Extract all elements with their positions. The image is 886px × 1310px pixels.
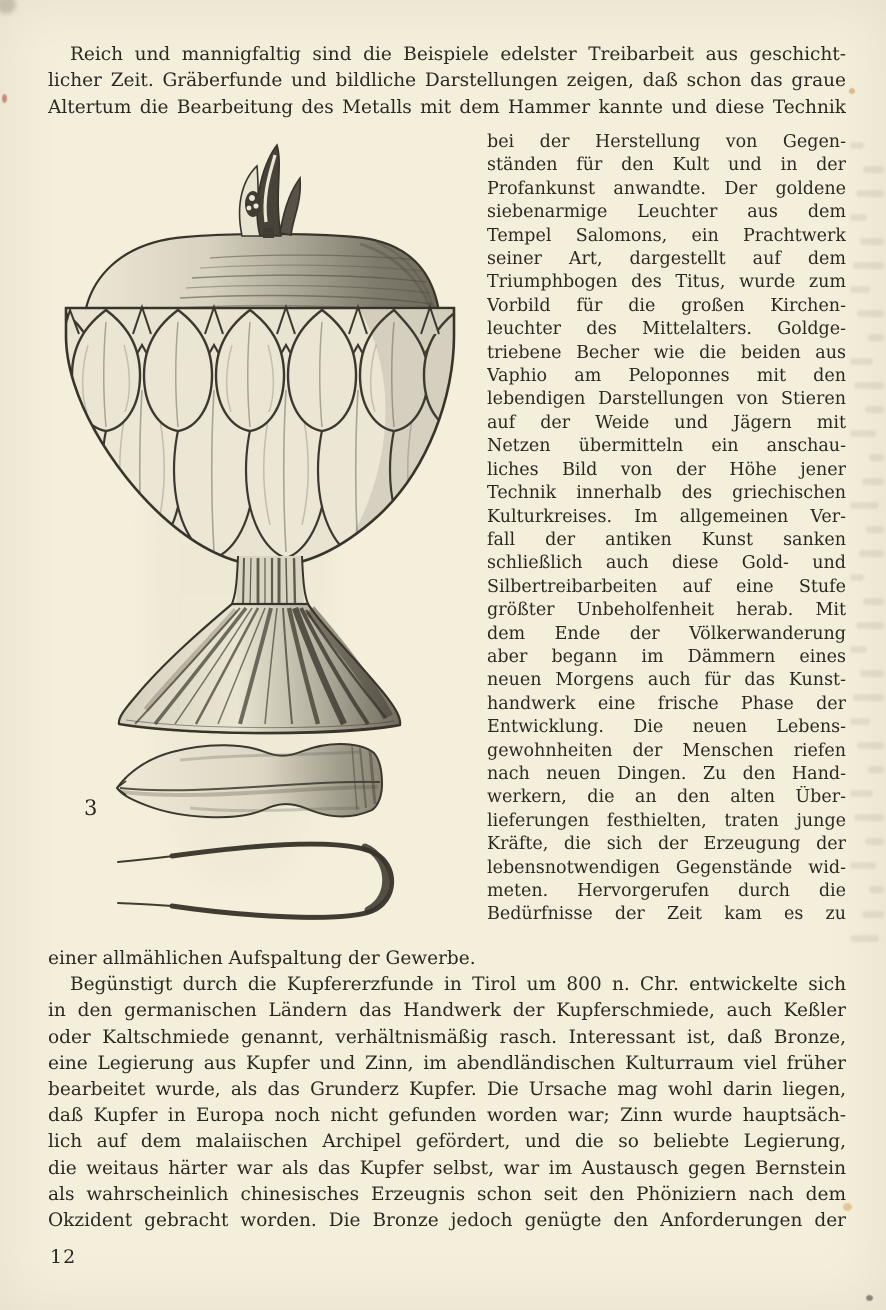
text-line: lebensnotwendigen Gegenstände wid- (487, 857, 846, 878)
showthrough-mark (860, 238, 884, 245)
text-line: Okzident gebracht worden. Die Bronze jedoch genügte den Anforderungen der (48, 1210, 846, 1232)
text-line: seiner Art, dargestellt auf dem (487, 249, 846, 270)
showthrough-mark (863, 598, 884, 605)
showthrough-mark (868, 766, 884, 773)
text-line: Altertum die Bearbeitung des Metalls mit dem Hammer kannte und diese Technik (48, 96, 846, 118)
showthrough-mark (856, 622, 884, 629)
showthrough-mark (850, 430, 876, 437)
text-line: aber begann im Dämmern eines (487, 646, 846, 667)
showthrough-mark (863, 166, 884, 173)
showthrough-mark (850, 935, 879, 942)
text-line: bearbeitet wurde, als das Grunderz Kupfer. Die Ursache mag wohl darin liegen, (48, 1079, 846, 1101)
showthrough-mark (850, 142, 864, 149)
ingot (117, 744, 382, 817)
figure-engraving (60, 140, 480, 940)
text-line: Begünstigt durch die Kupfererzfunde in Tirol um 800 n. Chr. entwickelte sich (70, 974, 846, 996)
text-line: liches Bild von der Höhe jener (487, 459, 846, 480)
engraving-svg (60, 140, 480, 940)
text-line: die weitaus härter war als das Kupfer selbst, war im Austausch gegen Bernstein (48, 1157, 846, 1179)
showthrough-mark (850, 286, 870, 293)
showthrough-mark (854, 382, 884, 389)
showthrough-mark (850, 718, 870, 725)
showthrough-mark (853, 694, 884, 701)
showthrough-mark (856, 190, 884, 197)
showthrough-mark (862, 478, 884, 485)
showthrough-mark (850, 214, 867, 221)
text-line: Netzen übermitteln ein anschau- (487, 436, 846, 457)
text-line: Silbertreibarbeiten auf eine Stufe (487, 576, 846, 597)
showthrough-mark (866, 526, 884, 533)
text-line: Vaphio am Peloponnes mit den (487, 366, 846, 387)
showthrough-mark (850, 574, 864, 581)
paragraph-wrap-column (487, 131, 846, 927)
paragraph-intro (48, 42, 846, 121)
text-line: lieferungen festhielten, traten junge (487, 810, 846, 831)
showthrough-mark (869, 454, 884, 461)
text-line: triebene Becher wie die beiden aus (487, 342, 846, 363)
showthrough-mark (865, 838, 884, 845)
text-line: schließlich auch diese Gold- und (487, 553, 846, 574)
page-showthrough-text (850, 142, 884, 942)
showthrough-mark (857, 310, 884, 317)
text-line: eine Legierung aus Kupfer und Zinn, im abendländischen Kulturraum viel früher (48, 1052, 846, 1074)
text-line: meten. Hervorgerufen durch die (487, 881, 846, 901)
text-line: Entwicklung. Die neuen Lebens- (487, 717, 846, 738)
paper-blemish (2, 94, 7, 103)
petal-bowl (60, 307, 480, 566)
showthrough-mark (860, 670, 884, 677)
fluted-foot (119, 604, 400, 733)
showthrough-mark (853, 262, 884, 269)
page-number: 12 (50, 1246, 77, 1268)
text-line: fall der antiken Kunst sanken (487, 529, 846, 550)
text-line: größter Unbeholfenheit herab. Mit (487, 600, 846, 621)
text-line: licher Zeit. Gräberfunde und bildliche Darstellungen zeigen, daß schon das graue (48, 70, 846, 92)
text-line: auf der Weide und Jägern mit (487, 412, 846, 433)
showthrough-mark (868, 334, 884, 341)
showthrough-mark (850, 790, 873, 797)
cup-stem (231, 556, 309, 606)
text-line: oder Kaltschmiede genannt, verhältnismäßig rasch. Interessant ist, daß Bronze, (48, 1026, 846, 1048)
showthrough-mark (859, 550, 884, 557)
hairpin-tool (118, 844, 392, 917)
text-line: ständen für den Kult und in der (487, 155, 846, 176)
showthrough-mark (854, 814, 884, 821)
showthrough-mark (862, 911, 884, 918)
text-line: lebendigen Darstellungen von Stieren (487, 389, 846, 410)
showthrough-mark (865, 406, 884, 413)
text-line: leuchter des Mittelalters. Goldge- (487, 319, 846, 340)
text-line: Kräfte, die sich der Erzeugung der (487, 834, 846, 855)
paper-blemish (866, 1295, 873, 1301)
paper-blemish (0, 0, 16, 14)
text-line: Kulturkreises. Im allgemeinen Ver- (487, 506, 846, 527)
paragraph-bottom (48, 946, 846, 1234)
showthrough-mark (850, 646, 867, 653)
showthrough-mark (850, 502, 879, 509)
text-line: Tempel Salomons, ein Prachtwerk (487, 225, 846, 246)
text-line: Triumphbogen des Titus, wurde zum (487, 272, 846, 293)
text-line: als wahrscheinlich chinesisches Erzeugnis schon seit den Phöniziern nach dem (48, 1183, 846, 1205)
text-line: gewohnheiten der Menschen riefen (487, 740, 846, 761)
text-line: lich auf dem malaiischen Archipel gefördert, und die so beliebte Legierung, (48, 1131, 846, 1153)
text-line: daß Kupfer in Europa noch nicht gefunden worden war; Zinn wurde hauptsäch- (48, 1105, 846, 1127)
figure-number: 3 (84, 796, 98, 820)
text-line: einer allmählichen Aufspaltung der Gewerbe. (48, 948, 476, 969)
showthrough-mark (850, 358, 873, 365)
lid-finial (240, 145, 301, 238)
text-line: Profankunst anwandte. Der goldene (487, 178, 846, 199)
text-line: siebenarmige Leuchter aus dem (487, 202, 846, 223)
text-line: handwerk eine frische Phase der (487, 693, 846, 714)
text-line: Technik innerhalb des griechischen (487, 483, 846, 504)
text-line: werkern, die an den alten Über- (487, 787, 846, 808)
text-line: neuen Morgens auch für das Kunst- (487, 670, 846, 691)
text-line: nach neuen Dingen. Zu den Hand- (487, 763, 846, 784)
text-line: Vorbild für die großen Kirchen- (487, 295, 846, 316)
paper-blemish (849, 88, 855, 94)
text-line: in den germanischen Ländern das Handwerk der Kupferschmiede, auch Keßler (48, 1000, 846, 1022)
showthrough-mark (869, 886, 884, 893)
text-line: Bedürfnisse der Zeit kam es zu (487, 904, 846, 925)
showthrough-mark (850, 862, 876, 869)
text-line: bei der Herstellung von Gegen- (487, 132, 846, 152)
text-line: Reich und mannigfaltig sind die Beispiele edelster Treibarbeit aus geschicht- (70, 44, 846, 65)
text-line: dem Ende der Völkerwanderung (487, 623, 846, 644)
showthrough-mark (857, 742, 884, 749)
